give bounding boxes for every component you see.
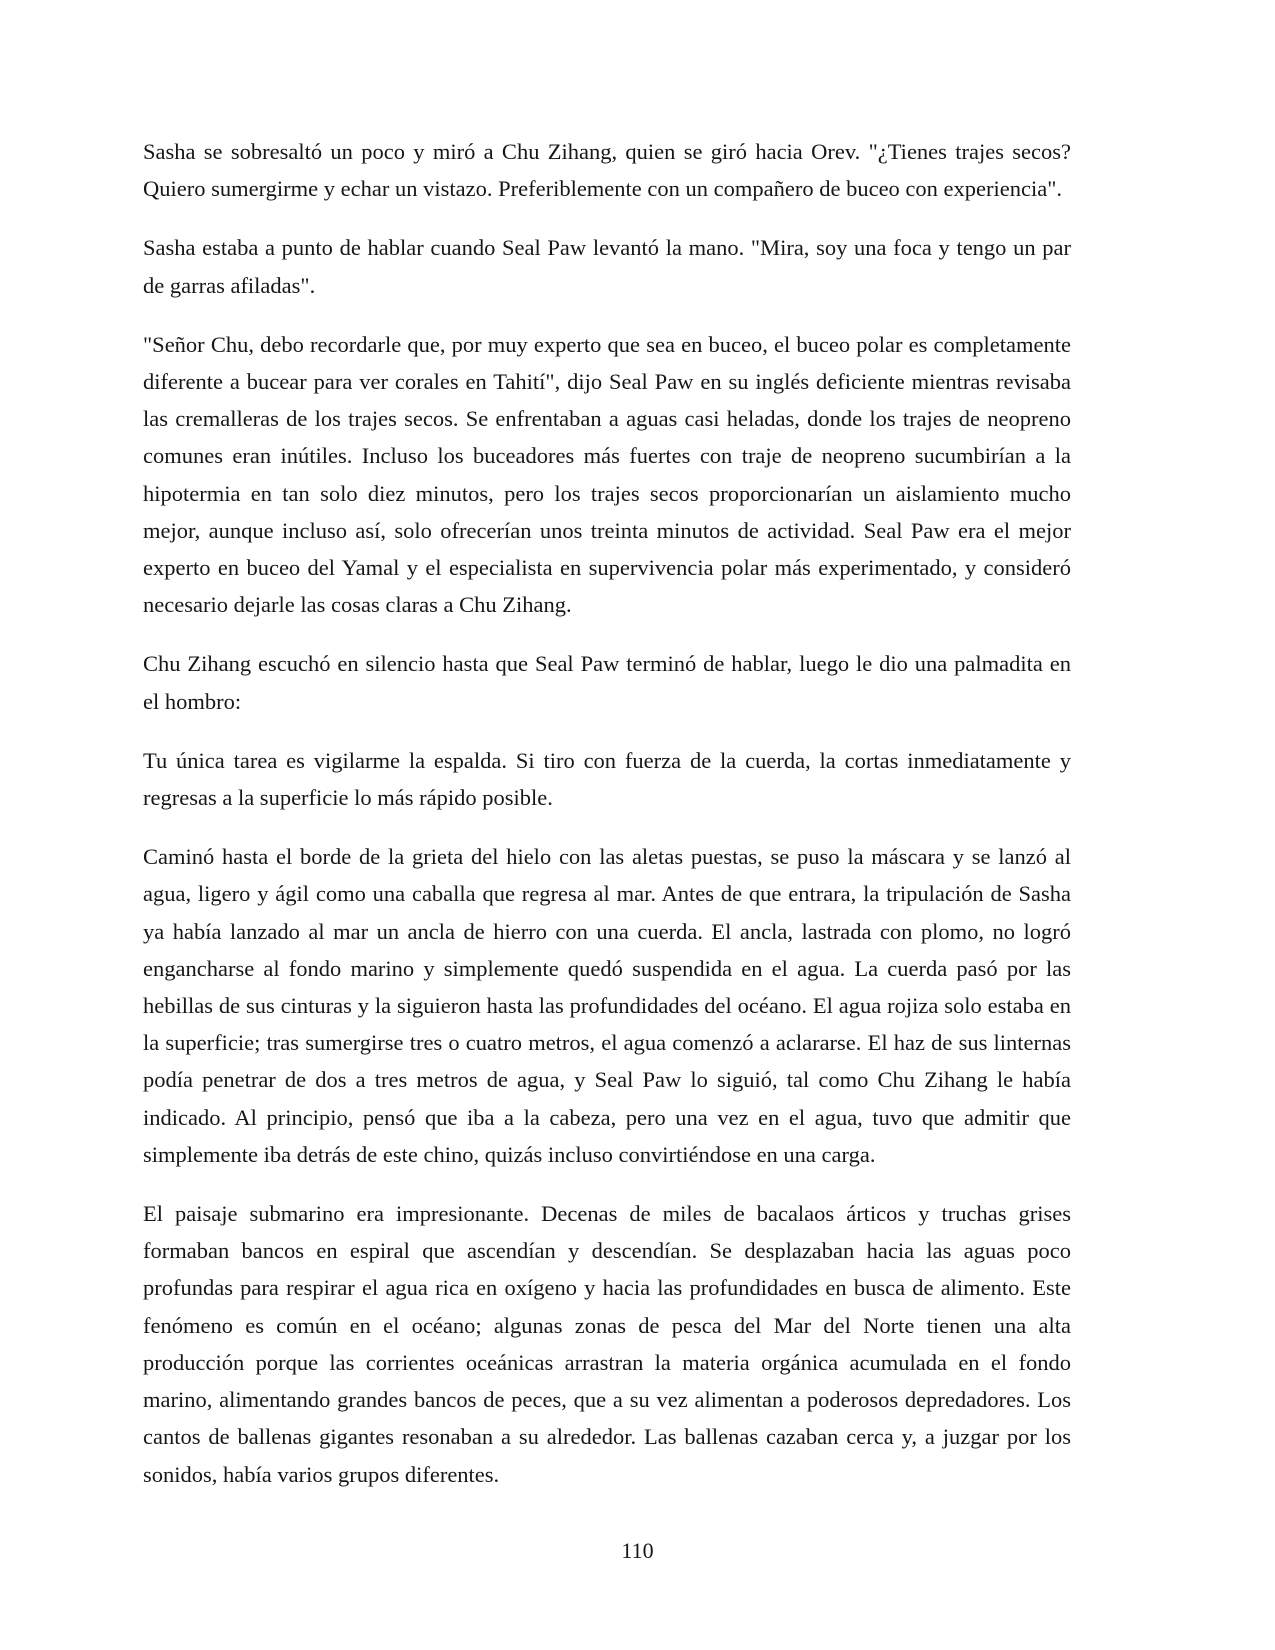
paragraph: El paisaje submarino era impresionante. Decenas de miles de bacalaos árticos y truchas grises formaban bancos en espiral que ascendían y descendían. Se desplazaban hacia las aguas poco profundas para respirar el agua rica en oxígeno y hacia las profundidades en busca de alimento. Este fenómeno es común en el océano; algunas zonas de pesca del Mar del Norte tienen una alta producción porque las corrientes oceánicas arrastran la materia orgánica acumulada en el fondo marino, alimentando grandes bancos de peces, que a su vez alimentan a poderosos depredadores. Los cantos de ballenas gigantes resonaban a su alrededor. Las ballenas cazaban cerca y, a juzgar por los sonidos, había varios grupos diferentes.	[143, 1201, 1071, 1487]
paragraph: Sasha se sobresaltó un poco y miró a Chu Zihang, quien se giró hacia Orev. "¿Tienes trajes secos? Quiero sumergirme y echar un vistazo. Preferiblemente con un compañero de buceo con experiencia".	[143, 139, 1071, 202]
paragraph: Caminó hasta el borde de la grieta del hielo con las aletas puestas, se puso la máscara y se lanzó al agua, ligero y ágil como una caballa que regresa al mar. Antes de que entrara, la tripulación de Sasha ya había lanzado al mar un ancla de hierro con una cuerda. El ancla, lastrada con plomo, no logró engancharse al fondo marino y simplemente quedó suspendida en el agua. La cuerda pasó por las hebillas de sus cinturas y la siguieron hasta las profundidades del océano. El agua rojiza solo estaba en la superficie; tras sumergirse tres o cuatro metros, el agua comenzó a aclararse. El haz de sus linternas podía penetrar de dos a tres metros de agua, y Seal Paw lo siguió, tal como Chu Zihang le había indicado. Al principio, pensó que iba a la cabeza, pero una vez en el agua, tuvo que admitir que simplemente iba detrás de este chino, quizás incluso convirtiéndose en una carga.	[143, 844, 1071, 1167]
paragraph: "Señor Chu, debo recordarle que, por muy experto que sea en buceo, el buceo polar es completamente diferente a bucear para ver corales en Tahití", dijo Seal Paw en su inglés deficiente mientras revisaba las cremalleras de los trajes secos. Se enfrentaban a aguas casi heladas, donde los trajes de neopreno comunes eran inútiles. Incluso los buceadores más fuertes con traje de neopreno sucumbirían a la hipotermia en tan solo diez minutos, pero los trajes secos proporcionarían un aislamiento mucho mejor, aunque incluso así, solo ofrecerían unos treinta minutos de actividad. Seal Paw era el mejor experto en buceo del Yamal y el especialista en supervivencia polar más experimentado, y consideró necesario dejarle las cosas claras a Chu Zihang.	[143, 331, 1071, 618]
body-text-column	[143, 133, 1071, 1493]
paragraph: Sasha estaba a punto de hablar cuando Seal Paw levantó la mano. "Mira, soy una foca y tengo un par de garras afiladas".	[143, 235, 1071, 298]
page-number: 110	[621, 1538, 654, 1563]
paragraph: Chu Zihang escuchó en silencio hasta que Seal Paw terminó de hablar, luego le dio una palmadita en el hombro:	[143, 651, 1071, 714]
paragraph: Tu única tarea es vigilarme la espalda. Si tiro con fuerza de la cuerda, la cortas inmediatamente y regresas a la superficie lo más rápido posible.	[143, 747, 1071, 811]
